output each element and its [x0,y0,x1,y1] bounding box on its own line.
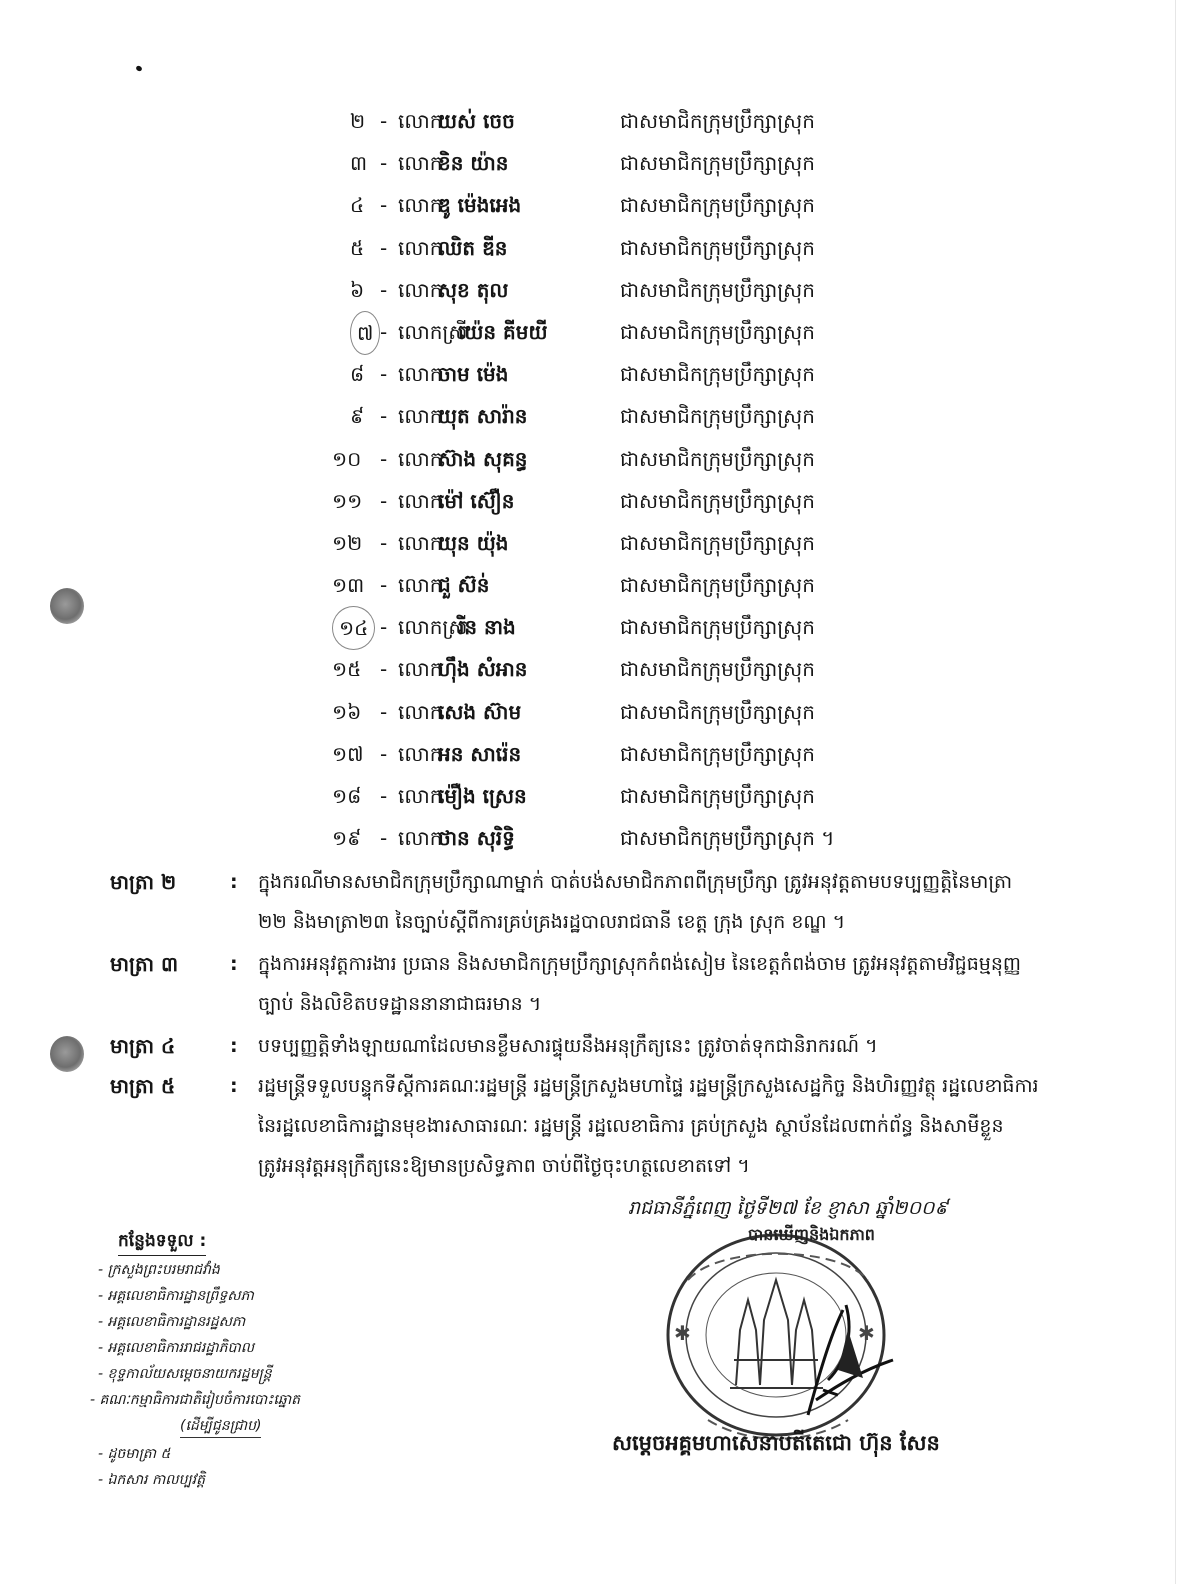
member-row [320,142,880,184]
member-dash: - [380,784,388,808]
member-role: ជាសមាជិកក្រុមប្រឹក្សាស្រុក [620,573,815,598]
member-title: លោក [398,741,443,766]
member-role: ជាសមាជិកក្រុមប្រឹក្សាស្រុក [620,446,815,471]
recipient-item: - អគ្គលេខាធិការរាជរដ្ឋាភិបាល [98,1340,255,1356]
member-row [320,438,880,480]
article-line: ច្បាប់ និងលិខិតបទដ្ឋាននានាជាធរមាន ។ [258,993,542,1015]
member-dash: - [380,151,388,176]
member-number: ៩ [350,404,365,429]
member-title: លោក [398,657,443,682]
member-role: ជាសមាជិកក្រុមប្រឹក្សាស្រុក [620,784,815,808]
recipient-item: - អគ្គលេខាធិការដ្ឋានរដ្ឋសភា [98,1314,246,1330]
member-name: រិន នាង [458,615,516,640]
article-colon: : [230,1075,238,1097]
member-title: លោកស្រី [398,615,468,640]
member-name: ចាម ម៉េង [438,362,509,387]
article-label: មាត្រា ៣ [110,952,179,976]
recipient-item: - គណៈកម្មាធិការជាតិរៀបចំការបោះឆ្នោត [90,1392,301,1408]
member-row [320,733,880,775]
member-dash: - [380,699,388,724]
article-line: ក្នុងការអនុវត្តការងារ ប្រធាន និងសមាជិកក្រុមប្រឹក្សាស្រុកកំពង់សៀម នៃខេត្តកំពង់ចាម ត្រូវអនុវត្តតាមវិជ្ជធម្មនុញ្ញ [258,953,1022,975]
recipients-title: កន្លែងទទួល : [118,1230,206,1256]
member-number: ១០ [332,446,362,471]
member-name: ហ៊ឹង សំអាន [438,657,528,682]
member-row [320,311,880,353]
member-dash: - [380,741,388,766]
member-title: លោក [398,784,443,808]
member-number: ៥ [350,235,365,260]
member-role: ជាសមាជិកក្រុមប្រឹក្សាស្រុក [620,699,815,724]
member-row [320,648,880,690]
member-number: ១៧ [332,741,364,766]
member-row [320,395,880,437]
member-number: ១៦ [332,699,362,724]
member-title: លោក [398,362,443,387]
member-row [320,606,880,648]
member-role: ជាសមាជិកក្រុមប្រឹក្សាស្រុក [620,657,815,682]
member-role: ជាសមាជិកក្រុមប្រឹក្សាស្រុក ។ [620,826,835,851]
article-colon: : [230,953,238,975]
article-line: នៃរដ្ឋលេខាធិការដ្ឋានមុខងារសាធារណៈ រដ្ឋមន្ត្រី រដ្ឋលេខាធិការ គ្រប់ក្រសួង ស្ថាប័នដែលពាក់ព័ន្ធ និងសាមីខ្លួន [258,1115,1004,1137]
member-title: លោក [398,109,443,133]
member-dash: - [380,573,388,598]
member-dash: - [380,530,388,555]
article-colon: : [230,1035,238,1057]
seal-approval-text: បានឃើញនិងឯកភាព [748,1225,875,1244]
member-row [320,269,880,311]
member-number: ១៣ [332,573,365,598]
member-dash: - [380,615,388,640]
signer-name: សម្តេចអគ្គមហាសេនាបតីតេជោ ហ៊ុន សែន [612,1431,940,1455]
member-number: ២ [350,109,366,133]
member-dash: - [380,362,388,387]
member-row [320,100,880,142]
member-name: ខិន យ៉ាន [438,151,509,176]
article-body [258,862,1153,942]
member-title: លោក [398,446,443,471]
member-number: ១៩ [332,826,362,851]
member-name: យ៉េន គីមយី [458,319,548,344]
member-dash: - [380,657,388,682]
member-number: ៧ [350,311,380,355]
member-row [320,522,880,564]
ink-speck [135,65,143,72]
member-title: លោក [398,151,443,176]
member-row [320,227,880,269]
member-name: សុខ តុល [438,277,509,302]
member-role: ជាសមាជិកក្រុមប្រឹក្សាស្រុក [620,151,815,176]
member-title: លោក [398,404,443,429]
article-body [258,1026,1153,1066]
member-name: យុត សារ៉ាន [438,404,528,429]
member-dash: - [380,193,388,218]
member-title: លោក [398,573,443,598]
member-number: ១១ [332,488,363,513]
member-role: ជាសមាជិកក្រុមប្រឹក្សាស្រុក [620,615,815,640]
member-row [320,353,880,395]
member-name: ស៊ាង សុគន្ធ [438,446,528,471]
member-dash: - [380,277,388,302]
member-dash: - [380,446,388,471]
member-dash: - [380,488,388,513]
member-dash: - [380,319,388,344]
article-label: មាត្រា ២ [110,870,177,894]
member-number: ៤ [350,193,365,218]
binder-hole-top [50,588,84,624]
member-role: ជាសមាជិកក្រុមប្រឹក្សាស្រុក [620,362,815,387]
member-title: លោក [398,193,443,218]
member-row [320,184,880,226]
recipient-item: - ដូចមាត្រា ៥ [98,1446,171,1462]
member-name: ថាន សុរិទ្ធិ [438,826,515,851]
member-number: ៣ [350,151,368,176]
member-number: ១៨ [332,784,362,808]
member-role: ជាសមាជិកក្រុមប្រឹក្សាស្រុក [620,277,815,302]
member-number: ៦ [350,277,365,302]
article-line: ក្នុងករណីមានសមាជិកក្រុមប្រឹក្សាណាម្នាក់ បាត់បង់សមាជិកភាពពីក្រុមប្រឹក្សា ត្រូវអនុវត្តតាមបទប្បញ្ញត្តិនៃមាត្រា [258,871,1013,893]
member-row [320,480,880,522]
recipient-item: (ដើម្បីជូនជ្រាប) [180,1416,261,1438]
binder-hole-bottom [50,1036,84,1072]
recipient-item: - អគ្គលេខាធិការដ្ឋានព្រឹទ្ធសភា [98,1288,254,1304]
member-name: យុន យ៉ុង [438,530,509,555]
recipient-item: - ខុទ្ទកាល័យសម្តេចនាយករដ្ឋមន្ត្រី [98,1366,272,1382]
member-role: ជាសមាជិកក្រុមប្រឹក្សាស្រុក [620,319,815,344]
member-title: លោក [398,488,443,513]
member-role: ជាសមាជិកក្រុមប្រឹក្សាស្រុក [620,235,815,260]
member-title: លោកស្រី [398,319,468,344]
member-title: លោក [398,277,443,302]
member-name: យស់ ចេច [438,109,515,133]
article-body [258,944,1153,1024]
member-title: លោក [398,826,443,851]
member-name: អន សារ៉េន [438,741,522,766]
article-line: ត្រូវអនុវត្តអនុក្រឹត្យនេះឱ្យមានប្រសិទ្ធភាព ចាប់ពីថ្ងៃចុះហត្ថលេខាតទៅ ។ [258,1155,750,1177]
member-dash: - [380,235,388,260]
member-number: ១៥ [332,657,362,682]
member-name: សេង ស៊ាម [438,699,522,724]
member-name: ឈិត ឌីន [438,235,508,260]
member-name: ជួ ស៊ន់ [438,573,490,598]
member-row [320,775,880,817]
member-number: ៨ [350,362,365,387]
recipient-item: - ក្រសួងព្រះបរមរាជវាំង [98,1262,220,1278]
member-role: ជាសមាជិកក្រុមប្រឹក្សាស្រុក [620,488,815,513]
article-colon: : [230,871,238,893]
article-line: រដ្ឋមន្ត្រីទទួលបន្ទុកទីស្តីការគណៈរដ្ឋមន្ត្រី រដ្ឋមន្ត្រីក្រសួងមហាផ្ទៃ រដ្ឋមន្ត្រីក្រសួងសេដ្ឋកិច្ច និងហិរញ្ញវត្ថុ រដ្ឋលេខាធិការ [258,1075,1039,1097]
recipient-item: - ឯកសារ កាលប្បវត្តិ [98,1472,205,1488]
article-label: មាត្រា ៤ [110,1034,176,1058]
member-role: ជាសមាជិកក្រុមប្រឹក្សាស្រុក [620,109,815,133]
member-name: ម៉ៅ ស៊ឿន [438,488,515,513]
member-row [320,817,880,859]
member-role: ជាសមាជិកក្រុមប្រឹក្សាស្រុក [620,741,815,766]
member-row [320,564,880,606]
article-line: ២២ និងមាត្រា២៣ នៃច្បាប់ស្តីពីការគ្រប់គ្រងរដ្ឋបាលរាជធានី ខេត្ត ក្រុង ស្រុក ខណ្ឌ ។ [258,911,846,933]
article-line: បទប្បញ្ញត្តិទាំងឡាយណាដែលមានខ្លឹមសារផ្ទុយនឹងអនុក្រឹត្យនេះ ត្រូវចាត់ទុកជានិរាករណ៍ ។ [258,1035,878,1057]
svg-text:✱: ✱ [674,1321,691,1345]
member-role: ជាសមាជិកក្រុមប្រឹក្សាស្រុក [620,193,815,218]
member-title: លោក [398,235,443,260]
member-name: ម៉ឿង ស្រេន [438,784,527,808]
member-role: ជាសមាជិកក្រុមប្រឹក្សាស្រុក [620,530,815,555]
svg-text:✱: ✱ [858,1321,875,1345]
article-body [258,1066,1153,1186]
member-number: ១២ [332,530,363,555]
scan-edge [1175,0,1176,1584]
member-title: លោក [398,699,443,724]
member-dash: - [380,404,388,429]
member-number: ១៤ [332,606,375,650]
official-seal [648,1210,918,1450]
member-title: លោក [398,530,443,555]
article-label: មាត្រា ៥ [110,1074,176,1098]
member-dash: - [380,109,388,133]
member-role: ជាសមាជិកក្រុមប្រឹក្សាស្រុក [620,404,815,429]
member-list [320,100,880,859]
member-dash: - [380,826,388,851]
member-name: ឌូ ម៉េងអេង [438,193,522,218]
date-line: រាជធានីភ្នំពេញ ថ្ងៃទី២៧ ខែ ខ្ញាសា ឆ្នាំ២០០៩ [628,1197,948,1219]
member-row [320,691,880,733]
